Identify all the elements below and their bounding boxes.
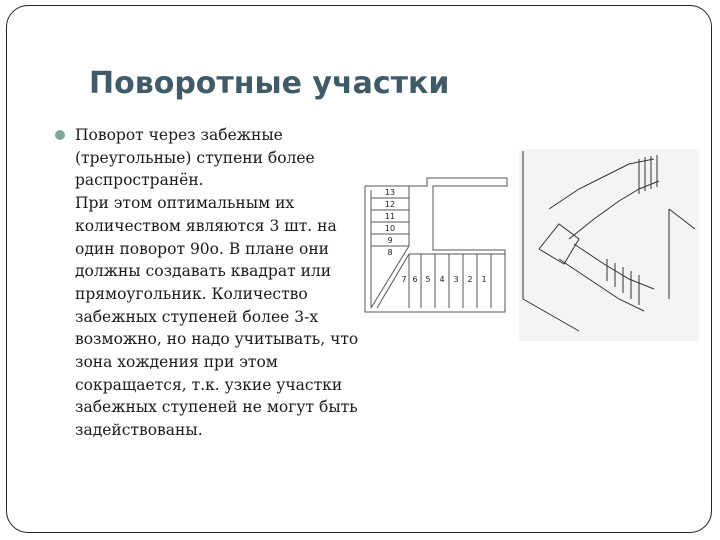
body-line: сокращается, т.к. узкие участки [75,375,343,394]
body-line: распространён. [75,171,204,190]
body-line: прямоугольник. Количество [75,284,308,303]
body-line: (треугольные) ступени более [75,148,315,167]
slide-title: Поворотные участки [89,66,450,101]
stair-perspective-illustration [519,149,699,341]
body-line: задействованы. [75,421,203,440]
step-number-label: 2 [467,275,473,284]
step-number-label: 4 [439,275,445,284]
step-number-label: 12 [384,200,396,209]
body-line: забежных ступеней не могут быть [75,398,358,417]
slide-body-text [75,124,396,442]
body-line: забежных ступеней более 3-х [75,307,319,326]
body-line: При этом оптимальным их [75,194,295,213]
body-line: возможно, но надо учитывать, что [75,330,359,349]
body-line: должны создавать квадрат или [75,262,332,281]
step-number-label: 1 [481,275,487,284]
step-number-label: 7 [401,275,407,284]
step-number-label: 8 [387,248,393,257]
body-line: зона хождения при этом [75,353,278,372]
step-number-label: 13 [384,188,396,197]
step-number-label: 10 [384,224,396,233]
bullet-icon [55,130,65,140]
step-number-label: 9 [387,236,393,245]
step-number-label: 11 [384,212,396,221]
slide-frame [6,5,712,533]
body-line: один поворот 90о. В плане они [75,239,330,258]
body-line: Поворот через забежные [75,126,283,144]
step-number-label: 5 [425,275,431,284]
body-line: количеством являются 3 шт. на [75,216,337,235]
step-number-label: 6 [412,275,418,284]
step-number-label: 3 [453,275,459,284]
